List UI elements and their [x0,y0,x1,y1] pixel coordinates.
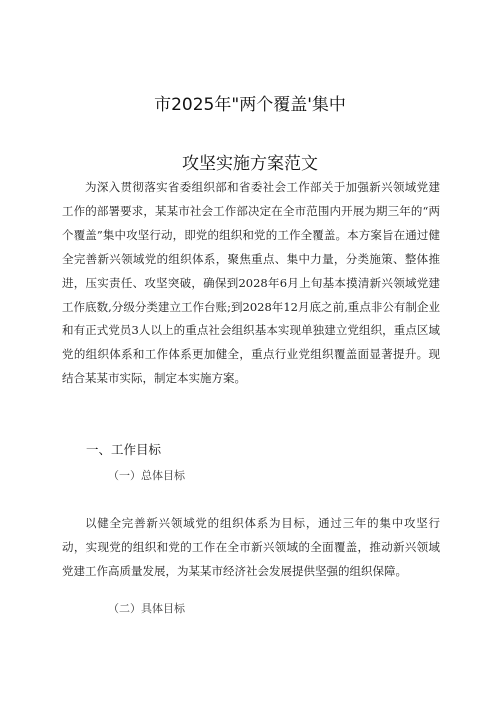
document-title-line-2: 攻坚实施方案范文 [182,154,318,174]
document-title-line-1: 市2025年"两个覆盖'集中 [154,95,346,115]
intro-paragraph-block [62,176,440,391]
subsection-heading-overall: （一）总体目标 [108,469,185,482]
overall-goal-paragraph: 以健全完善新兴领域党的组织体系为目标，通过三年的集中攻坚行动，实现党的组织和党的工作在全市新兴领域的全面覆盖，推动新兴领域党建工作高质量发展，为某某市经济社会发展提供坚强的组织保障。 [62,516,440,578]
overall-goal-paragraph-block [62,512,440,584]
section-heading-goals: 一、工作目标 [86,442,162,457]
intro-paragraph: 为深入贯彻落实省委组织部和省委社会工作部关于加强新兴领域党建工作的部署要求，某某市社会工作部决定在全市范围内开展为期三年的“两个覆盖”集中攻坚行动，即党的组织和党的工作全覆盖。本方案旨在通过健全完善新兴领域党的组织体系，聚焦重点、集中力量，分类施策、整体推进，压实责任、攻坚突破，确保到2028年6月上旬基本摸清新兴领域党建工作底数,分级分类建立工作台账;到2028年12月底之前,重点非公有制企业和有正式党员3人以上的重点社会组织基本实现单独建立党组织，重点区域党的组织体系和工作体系更加健全，重点行业党组织覆盖面显著提升。现结合某某市实际，制定本实施方案。 [62,180,440,386]
subsection-heading-specific: （二）具体目标 [108,602,185,615]
